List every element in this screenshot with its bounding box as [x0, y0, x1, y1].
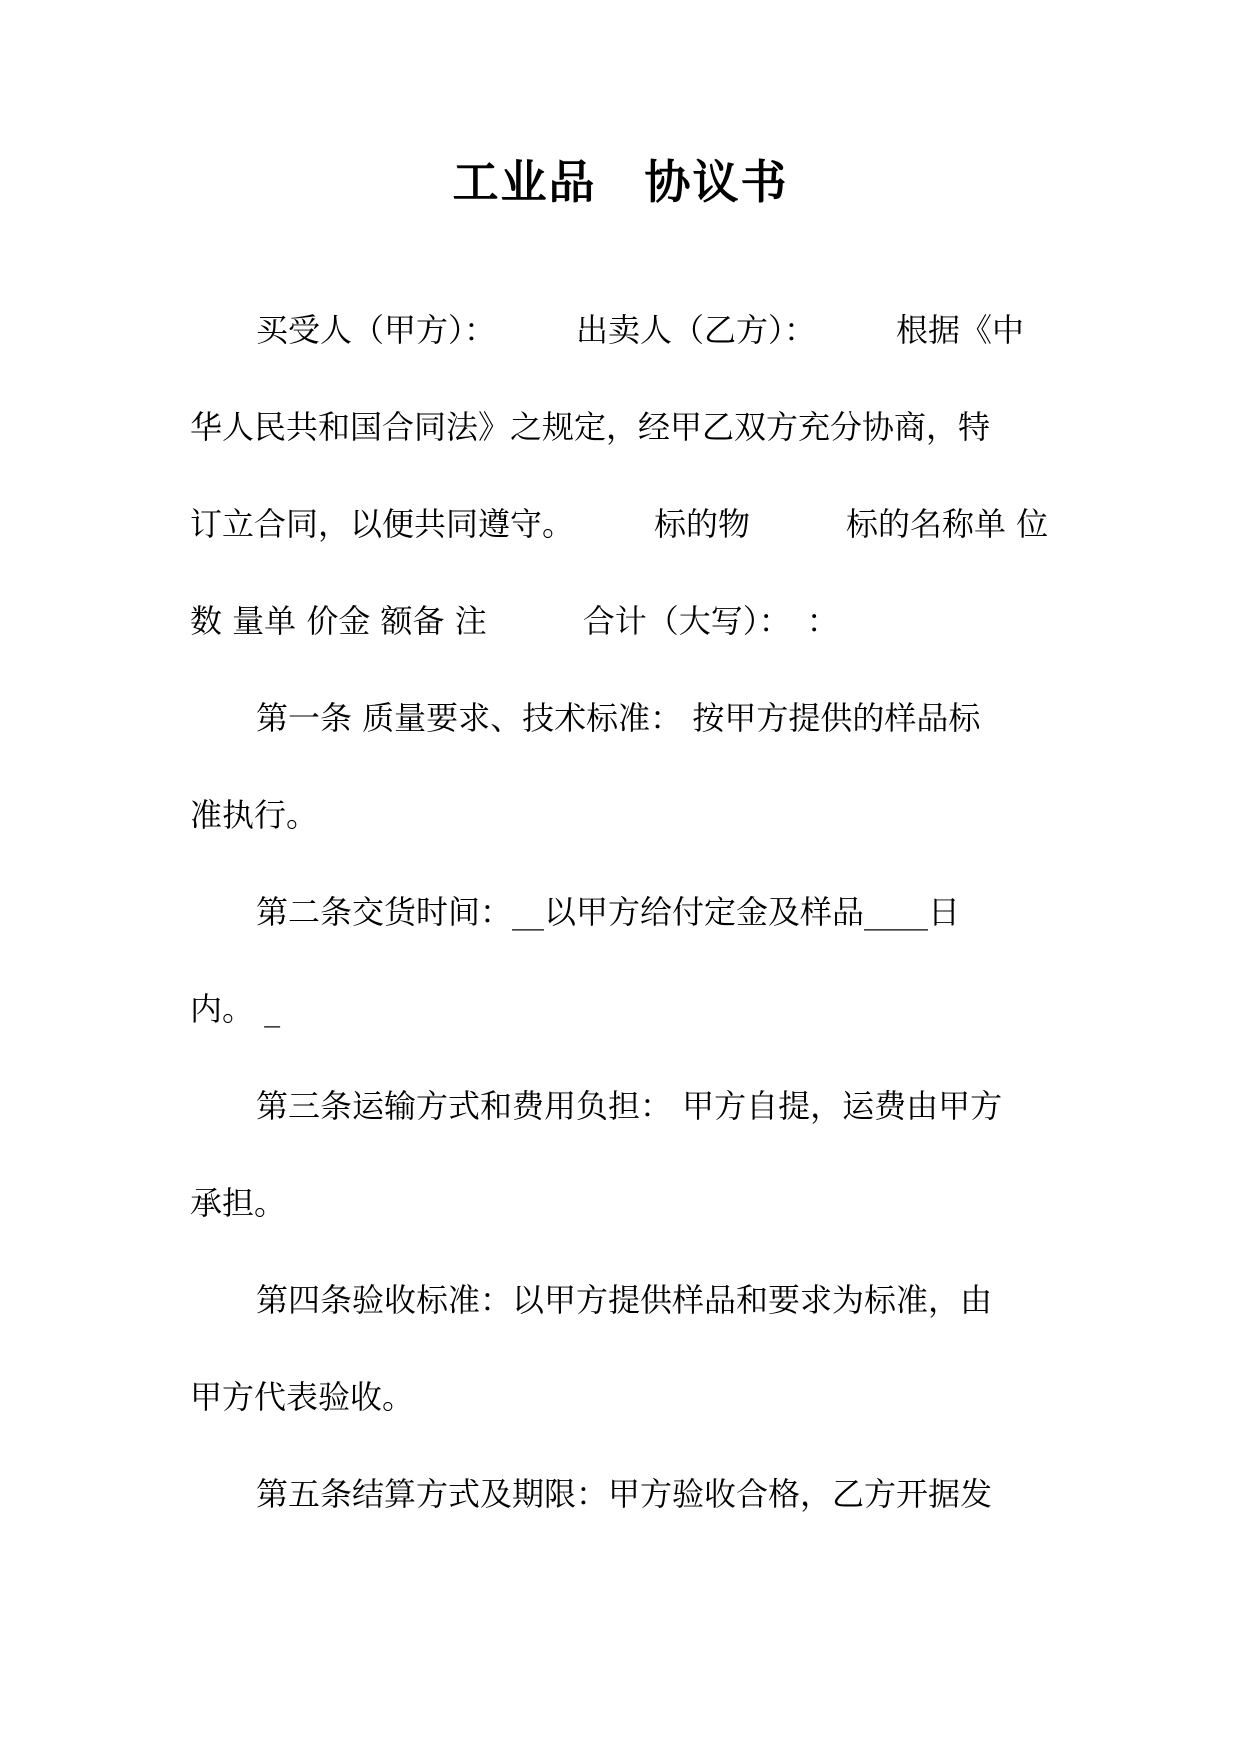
clause-4-line: 第四条验收标准：以甲方提供样品和要求为标准，由: [256, 1281, 993, 1319]
clause-5-line: 第五条结算方式及期限：甲方验收合格，乙方开据发: [256, 1475, 993, 1513]
document-title: 工业品 协议书: [452, 155, 789, 209]
text-line: 订立合同，以便共同遵守。 标的物 标的名称单 位: [190, 505, 1049, 543]
text-line: 数 量单 价金 额备 注 合计（大写）： ：: [190, 602, 839, 640]
clause-1-line: 第一条 质量要求、技术标准： 按甲方提供的样品标: [256, 699, 981, 737]
clause-1-line: 准执行。: [190, 796, 319, 834]
clause-2-line: 内。 _: [190, 990, 281, 1028]
clause-3-line: 第三条运输方式和费用负担： 甲方自提，运费由甲方: [256, 1087, 1003, 1125]
text-line: 华人民共和国合同法》之规定，经甲乙双方充分协商，特: [190, 408, 991, 446]
text-line: 买受人（甲方）： 出卖人（乙方）： 根据《中: [256, 311, 1025, 349]
clause-3-line: 承担。: [190, 1184, 287, 1222]
clause-4-line: 甲方代表验收。: [190, 1378, 415, 1416]
clause-2-line: 第二条交货时间：__以甲方给付定金及样品____日: [256, 893, 961, 931]
